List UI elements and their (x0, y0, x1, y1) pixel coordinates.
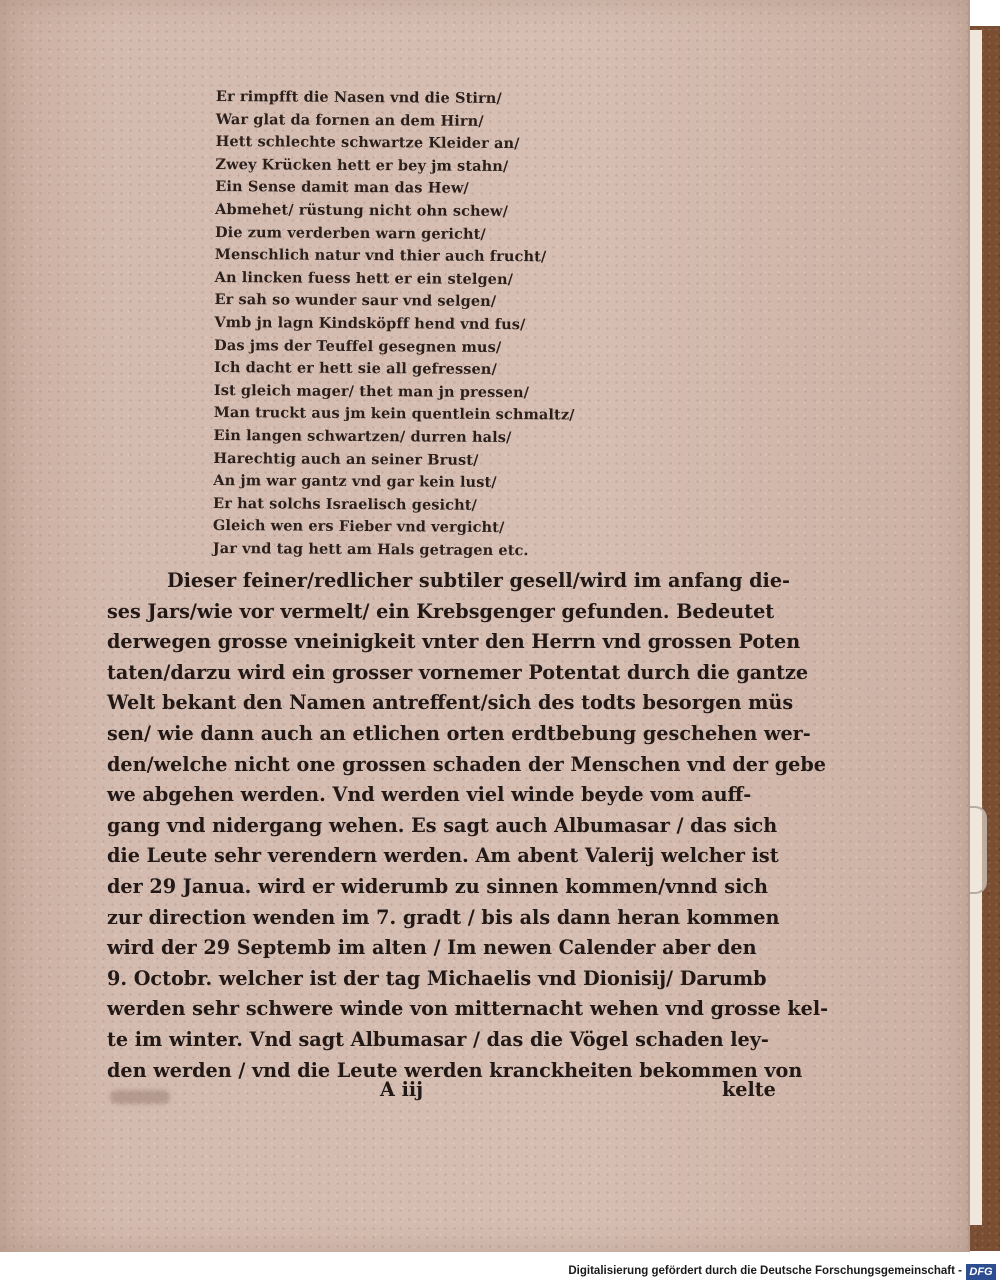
verse-line: Er sah so wunder saur vnd selgen/ (214, 291, 497, 311)
prose-line: den werden / vnd die Leute werden kranckheiten bekommen von (107, 1058, 803, 1082)
verse-line: Die zum verderben warn gericht/ (214, 223, 486, 243)
prose-line: werden sehr schwere winde von mitternacht wehen vnd grosse kel- (107, 997, 829, 1021)
footer-bar (0, 1262, 1000, 1285)
verse-line: Gleich wen ers Fieber vnd vergicht/ (212, 517, 505, 537)
prose-line: Dieser feiner/redlicher subtiler gesell/wird im anfang die- (167, 569, 791, 592)
prose-line: Welt bekant den Namen antreffent/sich des todts besorgen müs (107, 691, 794, 715)
prose-line: te im winter. Vnd sagt Albumasar / das die Vögel schaden ley- (107, 1027, 769, 1051)
verse-line: Harechtig auch an seiner Brust/ (213, 449, 479, 469)
prose-line: we abgehen werden. Vnd werden viel winde beyde vom auff- (107, 783, 752, 807)
dfg-logo-icon: DFG (966, 1264, 996, 1280)
prose-line: zur direction wenden im 7. gradt / bis als dann heran kommen (107, 905, 780, 929)
verse-line: Abmehet/ rüstung nicht ohn schew/ (215, 200, 509, 221)
prose-line: sen/ wie dann auch an etlichen orten erdtbebung geschehen wer- (107, 721, 811, 745)
verse-line: Ein langen schwartzen/ durren hals/ (213, 426, 512, 446)
ink-smudge (110, 1090, 170, 1104)
prose-paragraph (107, 566, 829, 1086)
prose-line: taten/darzu wird ein grosser vornemer Potentat durch die gantze (107, 660, 809, 684)
verse-line: Jar vnd tag hett am Hals getragen etc. (212, 539, 529, 560)
prose-line: den/welche nicht one grossen schaden der Menschen vnd der gebe (107, 752, 826, 776)
verse-line: Ein Sense damit man das Hew/ (215, 178, 469, 198)
verse-line: Zwey Krücken hett er bey jm stahn/ (215, 155, 509, 175)
verse-line: Er hat solchs Israelisch gesicht/ (213, 494, 477, 514)
verse-line: Hett schlechte schwartze Kleider an/ (215, 133, 520, 153)
verse-line: Ist gleich mager/ thet man jn pressen/ (213, 381, 530, 401)
verse-line: Man truckt aus jm kein quentlein schmaltz/ (213, 404, 575, 424)
verse-line: An jm war gantz vnd gar kein lust/ (213, 472, 497, 492)
verse-block (213, 86, 636, 563)
prose-line: ses Jars/wie vor vermelt/ ein Krebsgenger gefunden. Bedeutet (107, 599, 775, 623)
signature-mark: A iij (380, 1078, 424, 1101)
prose-line: wird der 29 Septemb im alten / Im newen Calender aber den (107, 936, 757, 960)
funding-credit: Digitalisierung gefördert durch die Deutsche Forschungsgemeinschaft - (568, 1265, 962, 1277)
verse-line: An lincken fuess hett er ein stelgen/ (214, 268, 514, 288)
verse-line: Ich dacht er hett sie all gefressen/ (213, 359, 497, 379)
verse-line: War glat da fornen an dem Hirn/ (215, 110, 484, 130)
prose-line: derwegen grosse vneinigkeit vnter den Herrn vnd grossen Poten (107, 630, 801, 654)
verse-line: Das jms der Teuffel gesegnen mus/ (214, 336, 502, 356)
verse-line: Menschlich natur vnd thier auch frucht/ (214, 246, 547, 266)
catchword: kelte (722, 1078, 776, 1101)
prose-line: der 29 Janua. wird er widerumb zu sinnen kommen/vnnd sich (107, 874, 768, 898)
prose-line: 9. Octobr. welcher ist der tag Michaelis vnd Dionisij/ Darumb (107, 966, 767, 990)
verse-line: Er rimpfft die Nasen vnd die Stirn/ (215, 87, 502, 107)
prose-line: gang vnd nidergang wehen. Es sagt auch Albumasar / das sich (107, 813, 778, 837)
verse-line: Vmb jn lagn Kindsköpff hend vnd fus/ (214, 313, 526, 334)
prose-line: die Leute sehr verendern werden. Am abent Valerij welcher ist (107, 844, 779, 868)
